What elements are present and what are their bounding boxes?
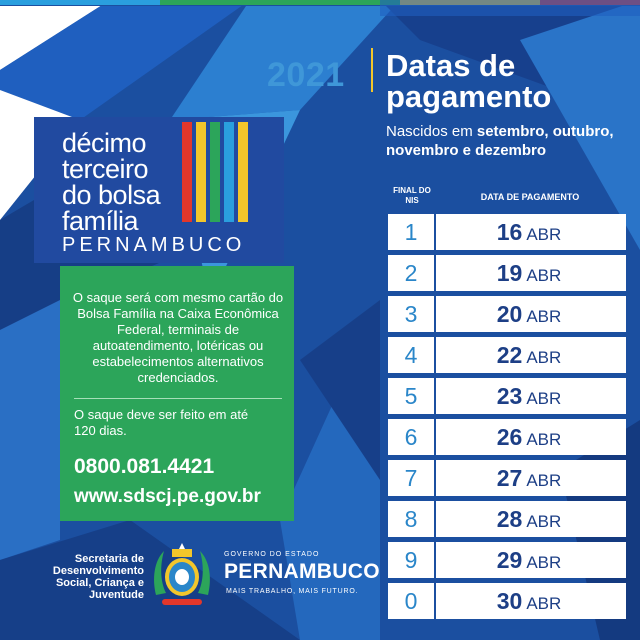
logo-line-3: do bolsa xyxy=(62,180,161,210)
logo-line-1: décimo xyxy=(62,128,147,158)
payment-day: 23 xyxy=(496,383,523,409)
page-title xyxy=(386,50,551,112)
table-row xyxy=(388,296,626,332)
payment-month: ABR xyxy=(526,266,562,285)
nis-digit: 5 xyxy=(404,383,418,409)
nis-digit: 8 xyxy=(404,506,418,532)
payment-date xyxy=(444,337,614,373)
logo-line-2: terceiro xyxy=(62,154,149,184)
payment-day: 20 xyxy=(496,301,523,327)
payment-day: 19 xyxy=(496,260,523,286)
row-divider xyxy=(434,583,436,619)
government-label: GOVERNO DO ESTADO xyxy=(224,551,320,558)
table-row xyxy=(388,214,626,250)
row-divider xyxy=(434,542,436,578)
row-divider xyxy=(434,460,436,496)
title-divider xyxy=(371,48,373,92)
payment-day: 29 xyxy=(496,547,523,573)
payment-day: 30 xyxy=(496,588,523,614)
logo-stripes-icon xyxy=(182,122,254,222)
nis-digit: 2 xyxy=(404,260,418,286)
payment-date xyxy=(444,542,614,578)
payment-month: ABR xyxy=(526,553,562,572)
payment-date xyxy=(444,419,614,455)
table-row xyxy=(388,337,626,373)
table-row xyxy=(388,378,626,414)
subtitle xyxy=(386,122,636,160)
row-divider xyxy=(434,501,436,537)
payment-table xyxy=(388,214,626,624)
subtitle-prefix: Nascidos em xyxy=(386,123,477,140)
nis-digit: 3 xyxy=(404,301,418,327)
table-row xyxy=(388,542,626,578)
secretaria-name: Secretaria de Desenvolvimento Social, Criança e Juventude xyxy=(52,553,144,601)
program-state: PERNAMBUCO xyxy=(62,234,246,256)
nis-digit: 7 xyxy=(404,465,418,491)
row-divider xyxy=(434,419,436,455)
column-header-date: DATA DE PAGAMENTO xyxy=(480,192,580,202)
info-divider xyxy=(74,398,282,399)
payment-month: ABR xyxy=(526,512,562,531)
payment-month: ABR xyxy=(526,430,562,449)
state-coat-of-arms-icon xyxy=(150,543,214,609)
table-row xyxy=(388,255,626,291)
payment-date xyxy=(444,378,614,414)
column-header-nis: FINAL DO NIS xyxy=(393,186,431,205)
title-line-2: pagamento xyxy=(386,79,552,114)
payment-month: ABR xyxy=(526,225,562,244)
government-slogan: MAIS TRABALHO, MAIS FUTURO. xyxy=(226,588,359,595)
table-row xyxy=(388,583,626,619)
payment-month: ABR xyxy=(526,348,562,367)
payment-date xyxy=(444,583,614,619)
nis-digit: 9 xyxy=(404,547,418,573)
row-divider xyxy=(434,255,436,291)
nis-digit: 4 xyxy=(404,342,418,368)
row-divider xyxy=(434,378,436,414)
payment-month: ABR xyxy=(526,594,562,613)
government-name: PERNAMBUCO xyxy=(224,560,380,583)
info-paragraph-1: O saque será com mesmo cartão do Bolsa Família na Caixa Econômica Federal, terminais de autoatendimento, lotéricas ou estabelecimentos alternativos credenciados. xyxy=(72,290,284,385)
payment-day: 28 xyxy=(496,506,523,532)
payment-day: 26 xyxy=(496,424,523,450)
payment-date xyxy=(444,214,614,250)
subtitle-months: setembro, outubro, novembro e dezembro xyxy=(386,123,614,159)
info-paragraph-2: O saque deve ser feito em até 120 dias. xyxy=(74,407,249,438)
payment-date xyxy=(444,255,614,291)
year-label: 2021 xyxy=(267,56,345,94)
row-divider xyxy=(434,296,436,332)
payment-date xyxy=(444,460,614,496)
phone-number: 0800.081.4421 xyxy=(74,455,215,478)
row-divider xyxy=(434,337,436,373)
title-line-1: Datas de xyxy=(386,48,516,83)
table-row xyxy=(388,501,626,537)
table-row xyxy=(388,419,626,455)
row-divider xyxy=(434,214,436,250)
payment-month: ABR xyxy=(526,389,562,408)
website-link[interactable]: www.sdscj.pe.gov.br xyxy=(74,486,261,507)
payment-day: 16 xyxy=(496,219,523,245)
payment-date xyxy=(444,296,614,332)
payment-month: ABR xyxy=(526,307,562,326)
program-logo-text xyxy=(62,130,160,234)
logo-line-4: família xyxy=(62,206,139,236)
payment-day: 22 xyxy=(496,342,523,368)
nis-digit: 6 xyxy=(404,424,418,450)
payment-day: 27 xyxy=(496,465,523,491)
nis-digit: 0 xyxy=(404,588,418,614)
payment-date xyxy=(444,501,614,537)
payment-month: ABR xyxy=(526,471,562,490)
nis-digit: 1 xyxy=(404,219,418,245)
table-row xyxy=(388,460,626,496)
